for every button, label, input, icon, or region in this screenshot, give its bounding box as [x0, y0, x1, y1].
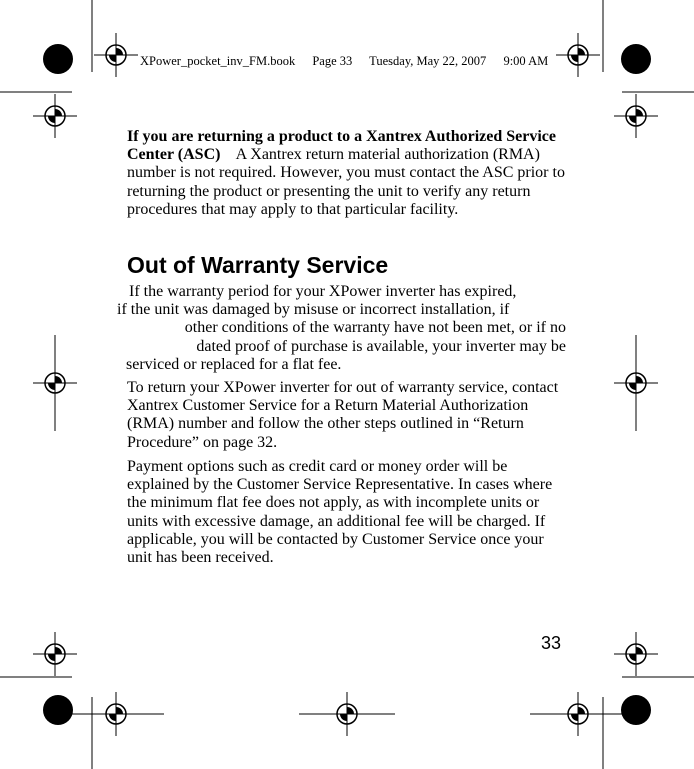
print-header	[140, 54, 562, 69]
registration-mark-bottom-center	[299, 692, 395, 736]
header-time: 9:00 AM	[503, 54, 549, 68]
paragraph-line: other conditions of the warranty have not been met, or if no	[184, 319, 566, 337]
registration-mark-top-right	[556, 33, 600, 77]
registration-mark-right-middle	[614, 335, 658, 431]
header-date: Tuesday, May 22, 2007	[369, 54, 487, 68]
paragraph-line: if the unit was damaged by misuse or incorrect installation, if	[117, 301, 510, 319]
paragraph-line: If the warranty period for your XPower inverter has expired,	[129, 283, 517, 300]
paragraph-out-of-warranty	[117, 283, 566, 374]
paragraph-asc-lead: If you are returning a product to a Xantrex Authorized Service Center (ASC)	[127, 128, 557, 164]
section-heading: Out of Warranty Service	[127, 252, 389, 278]
paragraph-asc-body: A Xantrex return material authorization (RMA) number is not required. However, you must contact the ASC prior to returning the product or presenting the unit to verify any return procedures that may apply to that particular facility.	[127, 146, 565, 218]
paragraph-payment-options: Payment options such as credit card or money order will be explained by the Customer Service Representative. In cases where the minimum flat fee does not apply, as with incomplete units or units with excessive damage, an additional fee will be charged. If applicable, you will be contacted by Customer Service once your unit has been received.	[127, 458, 553, 567]
page-number: 33	[541, 633, 562, 653]
registration-mark-left-upper	[33, 94, 77, 138]
registration-mark-top-left	[94, 33, 138, 77]
registration-mark-bottom-left	[68, 692, 164, 736]
paragraph-asc-returns	[127, 128, 567, 219]
registration-mark-left-middle	[33, 335, 77, 431]
registration-mark-right-lower	[614, 632, 658, 676]
registration-mark-left-lower	[33, 632, 77, 676]
registration-mark-right-upper	[614, 94, 658, 138]
header-page: Page 33	[312, 54, 353, 68]
paragraph-line: serviced or replaced for a flat fee.	[126, 355, 342, 373]
registration-mark-bottom-right	[530, 692, 626, 736]
header-filename: XPower_pocket_inv_FM.book	[140, 54, 296, 68]
paragraph-line: dated proof of purchase is available, your inverter may be	[196, 337, 566, 355]
paragraph-return-instructions: To return your XPower inverter for out of warranty service, contact Xantrex Customer Service for a Return Material Authorization (RMA) number and follow the other steps outlined in “Return Procedure” on page 32.	[127, 379, 559, 451]
